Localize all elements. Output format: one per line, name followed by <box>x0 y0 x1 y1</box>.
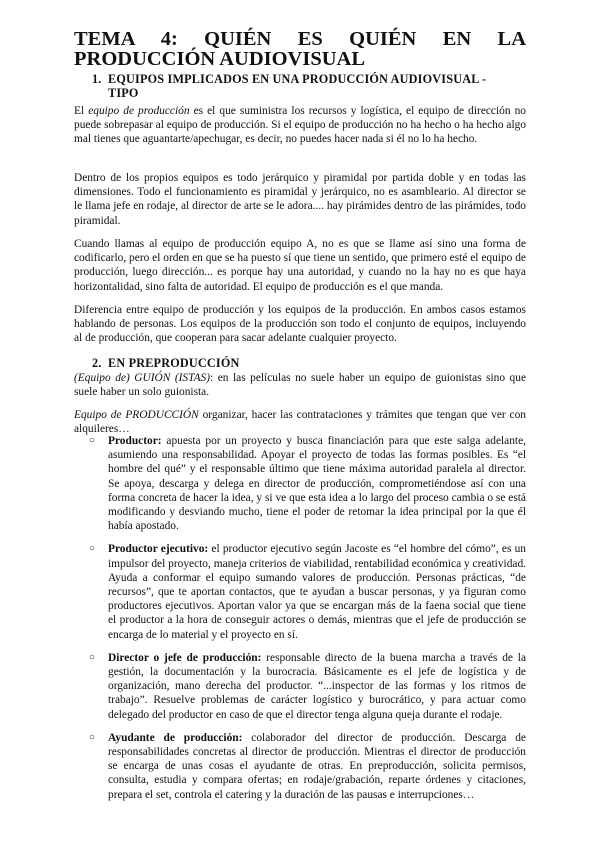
role-term: Ayudante de producción: <box>108 731 243 744</box>
list-item <box>74 651 526 722</box>
section-2-heading-text: EN PREPRODUCCIÓN <box>108 356 240 370</box>
paragraph-diferencia: Diferencia entre equipo de producción y los equipos de la producción. En ambos casos estamos hablando de personas. Los equipos de la producción son todo el conjunto de equipos, incluyendo al de producción, que cooperan para sacar adelante cualquier proyecto. <box>74 304 526 345</box>
list-item <box>74 542 526 641</box>
role-term: Productor: <box>108 435 162 447</box>
role-term: Productor ejecutivo: <box>108 543 209 556</box>
section-1-heading-line1: EQUIPOS IMPLICADOS EN UNA PRODUCCIÓN AUDIOVISUAL - <box>108 72 487 86</box>
document-title-line1: TEMA 4: QUIÉN ES QUIÉN EN LA <box>74 28 526 50</box>
role-description: colaborador del director de producción. Descarga de responsabilidades concretas al director de producción. Mientras el director de producción se encarga de unas cosas el ayudante de otras. En preproducción, solicita permisos, consulta, estudia y compara ofertas; en rodaje/grabación, reparte órdenes y citaciones, prepara el set, controla el catering y la duración de las pausas e interrupciones… <box>108 731 526 801</box>
paragraph-equipo-a: Cuando llamas al equipo de producción equipo A, no es que se llame así sino una forma de codificarlo, pero el orden en que se ha puesto sí que tiene un sentido, que primero esté el equipo de producción, luego dirección... es porque hay una autoridad, y cuando no la hay no es que haya horizontalidad, sino falta de autoridad. El equipo de producción es el que manda. <box>74 238 526 293</box>
role-description: el productor ejecutivo según Jacoste es “el hombre del cómo”, es un impulsor del proyecto, maneja criterios de viabilidad, rentabilidad económica y creatividad. Ayuda a conformar el equipo sumando valores de producción. Personas prácticas, “de recursos”, que te aportan contactos, que te ayudan a buscar personas, y ya figuran como productores ejecutivos. Aportan valor ya que se encargan más de la faena social que tiene el productor a la hora de conseguir actores o demás, mientras que el jefe de producción se encarga de lo material y el proyecto en sí. <box>108 543 526 641</box>
role-description: apuesta por un proyecto y busca financiación para que este salga adelante, asumiendo una responsabilidad. Apoyar el proyecto de todas las formas posibles. Es “el hombre del qué” y el responsable último que tiene máxima autoridad paralela al director. Se apoya, descarga y delega en director de producción, comprometiéndose así con una forma concreta de hacer la idea, y si ve que esta idea a lo largo del proceso cambia o se está modificando y desviando mucho, tiene el poder de retomar la idea principal por la que él había apostado. <box>108 435 526 533</box>
paragraph-1-italic: equipo de producción <box>88 105 190 117</box>
paragraph-1-post: es el que suministra los recursos y logística, el equipo de dirección no puede sobrepasar al equipo de producción. Si el equipo de producción no ha hecho o ha hecho algo mal tienes que aguantarte/apechugar, es decir, no puedes hacer nada si él no lo ha hecho. <box>74 105 526 146</box>
section-1-heading-line2: TIPO <box>108 86 139 100</box>
paragraph-equipo-produccion <box>74 104 526 147</box>
paragraph-5-post: : en las películas no suele haber un equipo de guionistas sino que suele haber un solo guionista. <box>74 372 526 399</box>
bullet-icon: ○ <box>89 731 96 743</box>
paragraph-equipo-produccion-tareas <box>74 408 526 436</box>
bullet-icon: ○ <box>89 543 96 555</box>
role-term: Director o jefe de producción: <box>108 651 262 664</box>
paragraph-1-pre: El <box>74 105 89 117</box>
list-item <box>74 731 526 802</box>
section-2-number: 2. <box>92 356 102 370</box>
list-item <box>74 434 526 533</box>
bullet-icon: ○ <box>89 435 96 446</box>
section-2-heading <box>92 356 240 370</box>
paragraph-guion <box>74 371 526 399</box>
paragraph-6-post: organizar, hacer las contrataciones y trámites que tengan que ver con alquileres… <box>74 409 526 436</box>
paragraph-jerarquia: Dentro de los propios equipos es todo jerárquico y piramidal por partida doble y en todas las dimensiones. Todo el funcionamiento es piramidal y jerárquico, no es asambleario. Al director se le llama jefe en rodaje, al director de arte se le adora.... hay pirámides dentro de las pirámides, todo piramidal. <box>74 172 526 227</box>
roles-list <box>74 434 526 811</box>
section-1-heading <box>92 72 532 100</box>
role-description: responsable directo de la buena marcha a través de la gestión, la documentación y la burocracia. Básicamente es el jefe de logística y de organización, mano derecha del productor. “...inspector de las formas y los ritmos de trabajo”. Resuelve problemas de carácter logístico y burocrático, y para actuar como delegado del productor en caso de que el director tenga alguna queja durante el rodaje. <box>108 651 526 721</box>
bullet-icon: ○ <box>89 651 96 663</box>
section-1-number: 1. <box>92 72 102 86</box>
document-title-line2: PRODUCCIÓN AUDIOVISUAL <box>74 48 366 70</box>
paragraph-6-italic: Equipo de PRODUCCIÓN <box>74 409 199 421</box>
paragraph-5-italic: (Equipo de) GUIÓN (ISTAS) <box>74 372 211 384</box>
